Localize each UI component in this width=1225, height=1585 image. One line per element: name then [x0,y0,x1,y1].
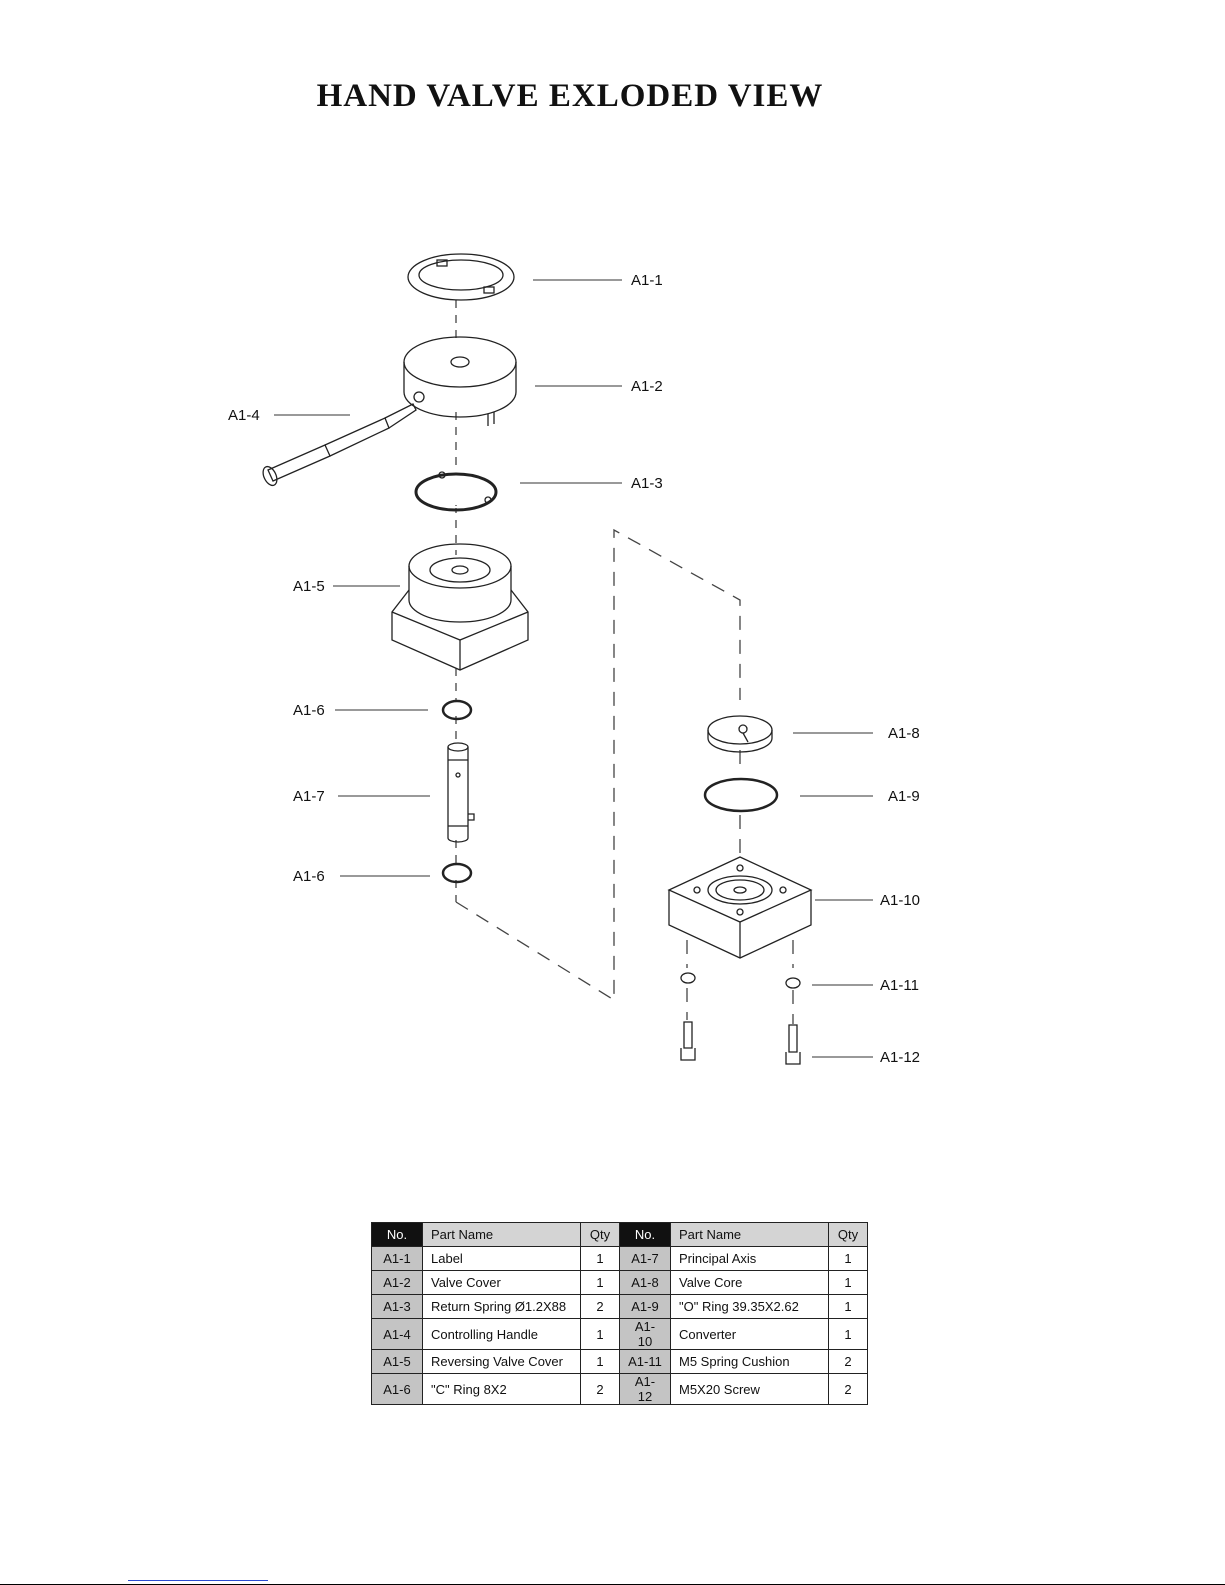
cell-qty-2: 2 [829,1374,868,1405]
header-no-2: No. [620,1223,671,1247]
cell-qty-2: 1 [829,1295,868,1319]
return-spring-part [416,472,496,510]
cell-qty: 2 [581,1295,620,1319]
callout-a1-8: A1-8 [888,725,920,742]
parts-table [371,1222,868,1405]
callout-a1-12: A1-12 [880,1049,921,1066]
cell-part-name: Return Spring Ø1.2X88 [423,1295,581,1319]
spring-cushion-left-part [681,973,695,983]
callout-a1-3: A1-3 [631,475,663,492]
cell-part-name: Reversing Valve Cover [423,1350,581,1374]
table-header-row [372,1223,868,1247]
cell-qty: 1 [581,1319,620,1350]
cell-no-2: A1-8 [620,1271,671,1295]
table-row [372,1374,868,1405]
callout-a1-6-bottom: A1-6 [293,868,325,885]
cell-qty: 2 [581,1374,620,1405]
cell-part-name: "C" Ring 8X2 [423,1374,581,1405]
cell-qty: 1 [581,1350,620,1374]
table-row [372,1319,868,1350]
cell-part-name-2: Valve Core [671,1271,829,1295]
cell-no-2: A1-12 [620,1374,671,1405]
leader-lines [274,280,873,1057]
cell-part-name-2: "O" Ring 39.35X2.62 [671,1295,829,1319]
o-ring-part [705,779,777,811]
cell-qty-2: 1 [829,1319,868,1350]
screw-right-part [786,1025,800,1064]
cell-part-name-2: M5 Spring Cushion [671,1350,829,1374]
cell-no: A1-4 [372,1319,423,1350]
callout-a1-2: A1-2 [631,378,663,395]
callout-a1-9: A1-9 [888,788,920,805]
callout-a1-10: A1-10 [880,892,921,909]
cell-qty-2: 2 [829,1350,868,1374]
cell-no-2: A1-7 [620,1247,671,1271]
footer-link-underline [128,1580,268,1581]
cell-part-name-2: M5X20 Screw [671,1374,829,1405]
cell-no: A1-6 [372,1374,423,1405]
callout-a1-5: A1-5 [293,578,325,595]
header-no: No. [372,1223,423,1247]
cell-qty: 1 [581,1271,620,1295]
header-part-name: Part Name [423,1223,581,1247]
cell-no-2: A1-10 [620,1319,671,1350]
table-row [372,1247,868,1271]
reversing-valve-cover-part [392,544,528,670]
header-qty: Qty [581,1223,620,1247]
cell-qty-2: 1 [829,1247,868,1271]
cell-part-name: Label [423,1247,581,1271]
label-disc-part [408,254,514,300]
cell-no: A1-3 [372,1295,423,1319]
table-row [372,1271,868,1295]
cell-qty-2: 1 [829,1271,868,1295]
cell-part-name: Controlling Handle [423,1319,581,1350]
screw-left-part [681,1022,695,1060]
cell-no: A1-2 [372,1271,423,1295]
valve-cover-part [404,337,516,426]
cell-part-name: Valve Cover [423,1271,581,1295]
header-qty-2: Qty [829,1223,868,1247]
callout-a1-1: A1-1 [631,272,663,289]
controlling-handle-part [260,404,416,488]
callout-a1-11: A1-11 [880,977,919,994]
cell-part-name-2: Converter [671,1319,829,1350]
cell-no-2: A1-11 [620,1350,671,1374]
converter-part [669,857,811,958]
cell-no: A1-5 [372,1350,423,1374]
table-row [372,1350,868,1374]
callout-a1-4: A1-4 [228,407,260,424]
table-row [372,1295,868,1319]
c-ring-bottom-part [443,864,471,882]
callout-a1-6-top: A1-6 [293,702,325,719]
c-ring-top-part [443,701,471,719]
connection-dashed-path [456,530,793,1024]
valve-core-part [708,716,772,752]
cell-no: A1-1 [372,1247,423,1271]
page-title: HAND VALVE EXLODED VIEW [316,78,824,114]
header-part-name-2: Part Name [671,1223,829,1247]
callout-a1-7: A1-7 [293,788,325,805]
principal-axis-part [448,743,474,842]
cell-no-2: A1-9 [620,1295,671,1319]
spring-cushion-right-part [786,978,800,988]
cell-part-name-2: Principal Axis [671,1247,829,1271]
cell-qty: 1 [581,1247,620,1271]
